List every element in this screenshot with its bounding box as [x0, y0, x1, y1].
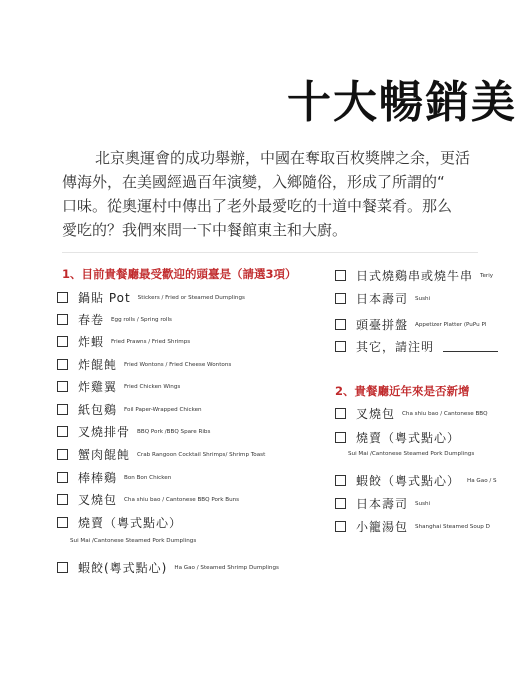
checkbox[interactable]: [57, 404, 68, 415]
option-label: 頭臺拼盤: [356, 318, 409, 332]
option-item[interactable]: [57, 311, 172, 328]
checkbox[interactable]: [57, 336, 68, 347]
checkbox[interactable]: [57, 292, 68, 303]
checkbox[interactable]: [335, 408, 346, 419]
option-english: Teriy: [480, 272, 494, 279]
option-item[interactable]: [57, 401, 202, 418]
option-item[interactable]: [335, 405, 488, 422]
option-english: Foil Paper-Wrapped Chicken: [124, 406, 202, 413]
option-item[interactable]: [335, 518, 490, 535]
option-english: BBQ Pork /BBQ Spare Ribs: [137, 428, 211, 435]
option-item[interactable]: [57, 356, 231, 373]
option-label: 叉燒包: [356, 407, 396, 421]
option-label: 炸蝦: [78, 335, 105, 349]
option-english: Crab Rangoon Cocktail Shrimps/ Shrimp Toast: [137, 451, 266, 458]
checkbox[interactable]: [57, 381, 68, 392]
option-english: Egg rolls / Spring rolls: [111, 316, 172, 323]
question-2-heading: 2、貴餐廳近年來是否新增: [335, 384, 470, 398]
option-english: Sui Mai /Cantonese Steamed Pork Dumplings: [348, 451, 475, 457]
option-english: Stickers / Fried or Steamed Dumplings: [137, 294, 245, 301]
checkbox[interactable]: [57, 472, 68, 483]
checkbox[interactable]: [57, 517, 68, 528]
checkbox[interactable]: [57, 314, 68, 325]
option-label: 燒賣（粵式點心）: [356, 431, 461, 445]
option-english: Shanghai Steamed Soup D: [415, 523, 490, 530]
checkbox[interactable]: [57, 562, 68, 573]
option-item[interactable]: [335, 290, 430, 307]
option-english: Fried Chicken Wings: [124, 383, 181, 390]
checkbox[interactable]: [335, 498, 346, 509]
option-item[interactable]: [57, 289, 245, 306]
checkbox[interactable]: [57, 494, 68, 505]
checkbox[interactable]: [57, 359, 68, 370]
intro-line: 愛吃的？我們來問一下中餐館東主和大廚。: [62, 221, 348, 239]
checkbox[interactable]: [335, 319, 346, 330]
divider: [62, 252, 478, 253]
option-english: Fried Prawns / Fried Shrimps: [111, 338, 191, 345]
checkbox[interactable]: [335, 521, 346, 532]
option-label: 叉燒排骨: [78, 425, 131, 439]
option-item[interactable]: [335, 316, 486, 333]
option-english: Sui Mai /Cantonese Steamed Pork Dumplings: [70, 538, 197, 544]
option-english: Bon Bon Chicken: [124, 474, 172, 481]
option-english: Cha shiu bao / Cantonese BBQ: [402, 410, 488, 417]
option-item[interactable]: [335, 267, 493, 284]
option-english: Fried Wontons / Fried Cheese Wontons: [124, 361, 232, 368]
option-english: Sushi: [415, 295, 431, 302]
option-item[interactable]: [57, 514, 189, 531]
option-english: Appetizer Platter (PuPu Pl: [415, 321, 487, 328]
option-label: 棒棒鷄: [78, 471, 118, 485]
checkbox[interactable]: [57, 426, 68, 437]
intro-line: 傳海外，在美國經過百年演變，入鄉隨俗，形成了所謂的“: [62, 173, 445, 191]
option-english: Sushi: [415, 500, 431, 507]
option-label: 蟹肉餛飩: [78, 448, 131, 462]
intro-line: 口味。從奧運村中傳出了老外最愛吃的十道中餐菜肴。那么: [62, 197, 453, 215]
page-title: 十大暢銷美: [287, 77, 517, 128]
option-item[interactable]: [57, 378, 180, 395]
checkbox[interactable]: [335, 432, 346, 443]
option-item[interactable]: [335, 338, 498, 355]
option-item[interactable]: [57, 559, 279, 576]
option-item[interactable]: [57, 469, 171, 486]
option-label: 叉燒包: [78, 493, 118, 507]
option-label: 燒賣（粵式點心）: [78, 516, 183, 530]
option-label: 日本壽司: [356, 497, 409, 511]
option-label: 其它，請注明: [356, 340, 435, 354]
option-item[interactable]: [335, 472, 497, 489]
checkbox[interactable]: [335, 270, 346, 281]
fill-in-blank[interactable]: [443, 341, 498, 352]
checkbox[interactable]: [335, 475, 346, 486]
checkbox[interactable]: [335, 341, 346, 352]
option-label: 小籠湯包: [356, 520, 409, 534]
checkbox[interactable]: [335, 293, 346, 304]
option-item[interactable]: [57, 446, 265, 463]
intro-paragraph: [62, 146, 532, 242]
option-item[interactable]: [57, 491, 239, 508]
option-label: 鍋貼 Pot: [78, 291, 131, 305]
option-english: Ha Gao / Steamed Shrimp Dumplings: [174, 564, 279, 571]
option-label: 炸雞翼: [78, 380, 118, 394]
option-label: 紙包鷄: [78, 403, 118, 417]
option-label: 蝦餃（粵式點心）: [356, 474, 461, 488]
intro-line: 北京奧運會的成功舉辦，中國在奪取百枚獎牌之余，更活: [95, 149, 471, 167]
option-english: Cha shiu bao / Cantonese BBQ Pork Buns: [124, 496, 240, 503]
option-label: 炸餛飩: [78, 358, 118, 372]
option-item[interactable]: [335, 495, 430, 512]
option-label: 日本壽司: [356, 292, 409, 306]
option-label: 蝦餃(粵式點心): [78, 561, 168, 575]
option-english: Ha Gao / S: [467, 477, 497, 484]
checkbox[interactable]: [57, 449, 68, 460]
option-item[interactable]: [335, 429, 467, 446]
option-label: 春卷: [78, 313, 105, 327]
question-1-heading: 1、目前貴餐廳最受歡迎的頭臺是（請選3項）: [62, 267, 297, 281]
option-label: 日式燒鷄串或燒牛串: [356, 269, 474, 283]
option-item[interactable]: [57, 333, 190, 350]
option-item[interactable]: [57, 423, 210, 440]
